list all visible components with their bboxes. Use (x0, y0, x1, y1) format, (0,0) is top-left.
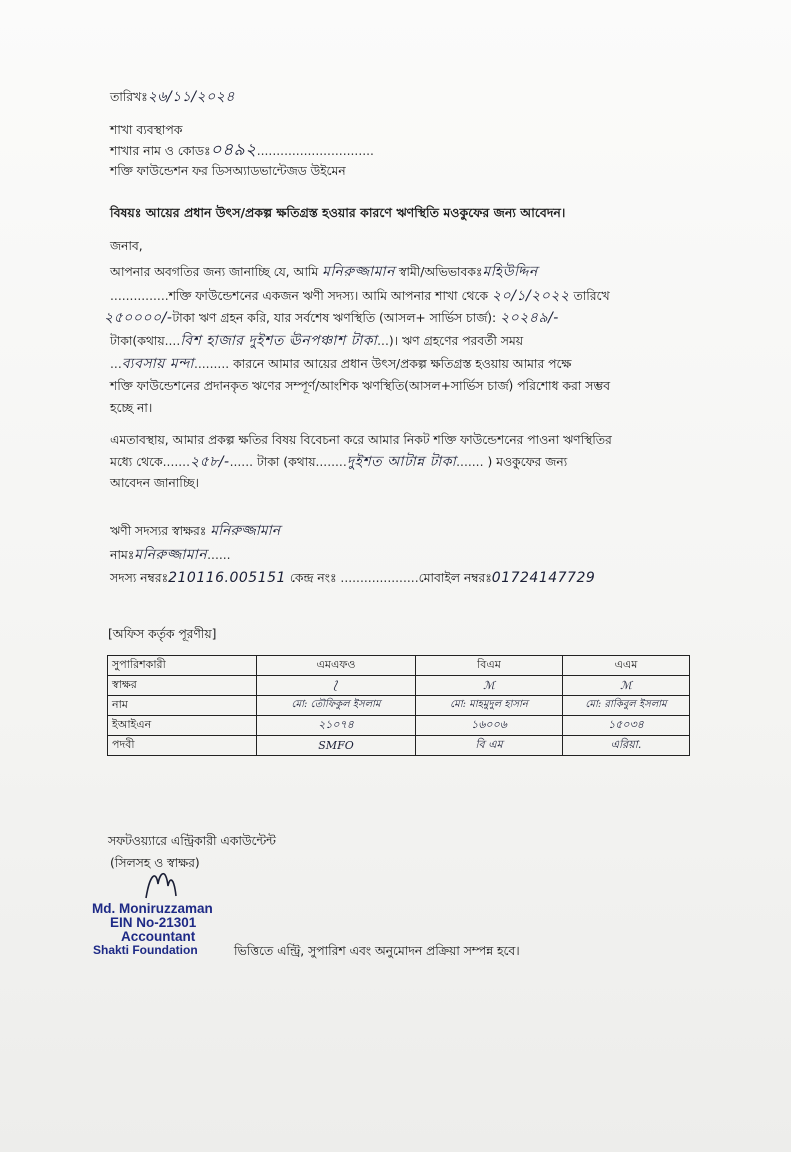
bm-signature-mark: ℳ (483, 679, 495, 692)
table-cell: মো: মাহমুদুল হাসান (416, 696, 563, 716)
balance-in-words: বিশ হাজার দুইশত ঊনপঞ্চাশ টাকা (180, 333, 378, 349)
table-cell: বি এম (416, 736, 563, 756)
addressee-line1: শাখা ব্যবস্থাপক (110, 123, 183, 137)
mobile-label: মোবাইল নম্বরঃ (418, 571, 492, 585)
member-name: মনিরুজ্জামান (134, 547, 208, 563)
date-value: ২৬/১১/২০২৪ (147, 89, 235, 105)
signature-cell (257, 676, 416, 696)
accountant-signature-mark (140, 866, 180, 902)
member-sig-label: ঋণী সদস্যর স্বাক্ষরঃ (110, 524, 207, 538)
row-label: নাম (108, 696, 257, 716)
body-line-6: শক্তি ফাউন্ডেশনের প্রদানকৃত ঋণের সম্পূর্ণ/আংশিক ঋণস্থিতি(আসল+সার্ভিস চার্জ) পরিশোধ করা সম্ভব (110, 379, 610, 393)
stamp-ein: EIN No-21301 (110, 915, 197, 930)
row-label: পদবী (108, 736, 257, 756)
table-cell: ২১০৭৪ (257, 716, 416, 736)
table-cell: ১৫০৩৪ (563, 716, 690, 736)
header-cell: বিএম (416, 656, 563, 676)
member-signature: মনিরুজ্জামান (210, 523, 281, 539)
table-cell: মো: তৌফিকুল ইসলাম (257, 696, 416, 716)
body-text: টাকা(কথায় (110, 334, 165, 348)
member-number-label: সদস্য নম্বরঃ (110, 571, 169, 585)
table-row (108, 696, 690, 716)
member-number: 210116.005151 (168, 570, 286, 586)
office-table (107, 655, 690, 756)
body2-line-2: মধ্যে থেকে.......২৫৮/-...... টাকা (কথায়........দুইশত আটান্ন টাকা....... ) মওকুফের জন্য (110, 454, 568, 470)
body-line-5: ...ব্যবসায় মন্দা......... কারনে আমার আয়ের প্রধান উৎস/প্রকল্প ক্ষতিগ্রস্ত হওয়ায় আমার পক্ষে (110, 356, 572, 372)
signature-cell (416, 676, 563, 696)
applicant-name: মনিরুজ্জামান (322, 264, 395, 280)
accountant-line1: সফটওয়্যারে এন্ট্রিকারী একাউন্টেন্ট (108, 834, 276, 848)
body-line-4: টাকা(কথায়....বিশ হাজার দুইশত ঊনপঞ্চাশ টাকা...)। ঋণ গ্রহণের পরবর্তী সময় (110, 333, 524, 349)
waiver-amount: ২৫৮/- (190, 454, 230, 470)
table-row (108, 716, 690, 736)
member-number-line: সদস্য নম্বরঃ210116.005151 কেন্দ্র নংঃ ....................মোবাইল নম্বরঃ01724147729 (110, 570, 596, 586)
office-title: [অফিস কর্তৃক পূরণীয়] (108, 627, 217, 641)
accountant-line2: (সিলসহ ও স্বাক্ষর) (110, 856, 200, 870)
header-cell: এএম (563, 656, 690, 676)
loan-balance: ২০২৪৯/- (500, 310, 559, 326)
row-label: স্বাক্ষর (108, 676, 257, 696)
body-text: টাকা ঋণ গ্রহন করি, যার সর্বশেষ ঋণস্থিতি (আসল+ সার্ভিস চার্জ): (172, 311, 497, 325)
loan-date: ২০/১/২০২২ (491, 288, 570, 304)
body-text: স্বামী/অভিভাবকঃ (398, 265, 483, 279)
body-text: ) মওকুফের জন্য (487, 455, 568, 469)
header-cell: সুপারিশকারী (108, 656, 257, 676)
table-header-row (108, 656, 690, 676)
member-name-label: নামঃ (110, 548, 135, 562)
salutation: জনাব, (110, 239, 143, 253)
body2-line-3: আবেদন জানাচ্ছি। (110, 476, 199, 490)
date-line (110, 90, 235, 104)
loss-reason: ব্যবসায় মন্দা (121, 356, 194, 372)
date-label: তারিখঃ (110, 90, 148, 104)
branch-label: শাখার নাম ও কোডঃ (110, 144, 211, 158)
waiver-in-words: দুইশত আটান্ন টাকা (346, 454, 457, 470)
subject: বিষয়ঃ আয়ের প্রধান উৎস/প্রকল্প ক্ষতিগ্রস্ত হওয়ার কারণে ঋণস্থিতি মওকুফের জন্য আবেদন। (110, 205, 566, 220)
body-text: কারনে আমার আয়ের প্রধান উৎস/প্রকল্প ক্ষতিগ্রস্ত হওয়ায় আমার পক্ষে (233, 357, 572, 371)
addressee-line3: শক্তি ফাউন্ডেশন ফর ডিসঅ্যাডভান্টেজড উইমেন (110, 164, 346, 178)
table-cell: ১৬০০৬ (416, 716, 563, 736)
body-line-2: ...............শক্তি ফাউন্ডেশনের একজন ঋণী সদস্য। আমি আপনার শাখা থেকে ২০/১/২০২২ তারিখে (110, 288, 610, 304)
body2-line-1: এমতাবস্থায়, আমার প্রকল্প ক্ষতির বিষয় বিবেচনা করে আমার নিকট শক্তি ফাউন্ডেশনের পাওনা ঋণস্থিতির (110, 433, 612, 447)
body-text: তারিখে (573, 289, 610, 303)
center-label: কেন্দ্র নংঃ (289, 571, 337, 585)
table-cell: SMFO (257, 736, 416, 756)
row-label: ইআইএন (108, 716, 257, 736)
guardian-name: মহিউদ্দিন (482, 264, 538, 280)
signature-cell (563, 676, 690, 696)
body-text: )। ঋণ গ্রহণের পরবর্তী সময় (388, 334, 524, 348)
body-text: আপনার অবগতির জন্য জানাচ্ছি যে, আমি (110, 265, 319, 279)
stamp-title: Accountant (121, 929, 196, 944)
body-text: শক্তি ফাউন্ডেশনের একজন ঋণী সদস্য। আমি আপনার শাখা থেকে (168, 289, 488, 303)
addressee-line2: শাখার নাম ও কোডঃ০৪৯২.............................. (110, 140, 374, 160)
body-line-3 (104, 311, 559, 325)
loan-amount: ২৫০০০০/- (104, 310, 173, 326)
header-cell: এমএফও (257, 656, 416, 676)
footer-note: ভিত্তিতে এন্ট্রি, সুপারিশ এবং অনুমোদন প্রক্রিয়া সম্পন্ন হবে। (234, 944, 520, 958)
body-text: মধ্যে থেকে (110, 455, 163, 469)
branch-code: ০৪৯২ (210, 140, 257, 160)
body-line-1 (110, 265, 538, 279)
mfo-signature-mark: ⟅ (333, 679, 339, 692)
stamp-org: Shakti Foundation (93, 943, 198, 957)
stamp-name: Md. Moniruzzaman (92, 901, 213, 916)
am-signature-mark: ℳ (620, 679, 632, 692)
body-line-7: হচ্ছে না। (110, 401, 153, 415)
mobile-number: 01724147729 (491, 570, 596, 586)
table-row (108, 736, 690, 756)
table-cell: মো: রাকিবুল ইসলাম (563, 696, 690, 716)
body-text: টাকা (কথায় (256, 455, 316, 469)
table-cell: এরিয়া. (563, 736, 690, 756)
member-signature-line (110, 524, 280, 538)
member-name-line: নামঃমনিরুজ্জামান...... (110, 547, 231, 563)
table-row (108, 676, 690, 696)
